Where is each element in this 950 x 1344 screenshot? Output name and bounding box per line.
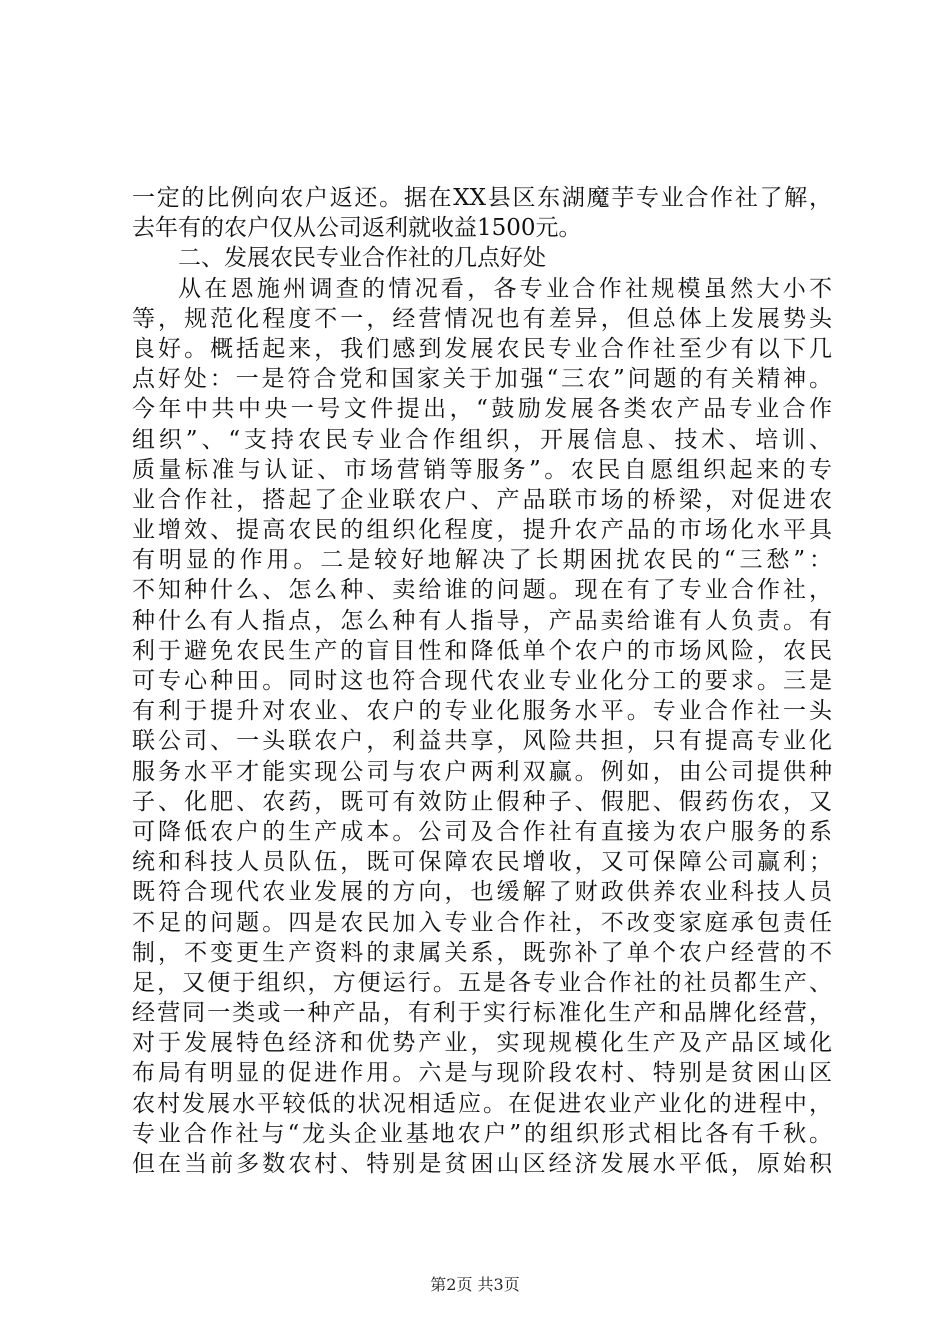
text-line: 有利于提升对农业、农户的专业化服务水平。专业合作社一头	[132, 698, 832, 725]
text-line: 对于发展特色经济和优势产业，实现规模化生产及产品区域化	[132, 1030, 832, 1057]
text-line: 不知种什么、怎么种、卖给谁的问题。现在有了专业合作社，	[132, 577, 832, 604]
text-line: 今年中共中央一号文件提出，“鼓励发展各类农产品专业合作	[132, 396, 832, 423]
text-line: 组织”、“支持农民专业合作组织，开展信息、技术、培训、	[132, 426, 832, 453]
text-line: 有明显的作用。二是较好地解决了长期困扰农民的“三愁”：	[132, 547, 832, 574]
text-line: 布局有明显的促进作用。六是与现阶段农村、特别是贫困山区	[132, 1060, 832, 1087]
text-line: 联公司、一头联农户，利益共享，风险共担，只有提高专业化	[132, 728, 832, 755]
text-line: 质量标准与认证、市场营销等服务”。农民自愿组织起来的专	[132, 456, 832, 483]
text-line: 不足的问题。四是农民加入专业合作社，不改变家庭承包责任	[132, 909, 832, 936]
text-line: 良好。概括起来，我们感到发展农民专业合作社至少有以下几	[132, 335, 832, 362]
text-line: 服务水平才能实现公司与农户两利双赢。例如，由公司提供种	[132, 758, 832, 785]
text-line: 业合作社，搭起了企业联农户、产品联市场的桥梁，对促进农	[132, 486, 832, 513]
text-line: 一定的比例向农户返还。据在XX县区东湖魔芋专业合作社了解，	[132, 185, 832, 211]
text-line: 利于避免农民生产的盲目性和降低单个农户的市场风险，农民	[132, 637, 832, 664]
text-line: 制，不变更生产资料的隶属关系，既弥补了单个农户经营的不	[132, 939, 832, 966]
text-line: 但在当前多数农村、特别是贫困山区经济发展水平低，原始积	[132, 1151, 832, 1177]
text-line: 去年有的农户仅从公司返利就收益1500元。	[132, 215, 582, 242]
text-line: 种什么有人指点，怎么种有人指导，产品卖给谁有人负责。有	[132, 607, 832, 634]
text-line: 业增效、提高农民的组织化程度，提升农产品的市场化水平具	[132, 517, 832, 544]
text-line: 点好处：一是符合党和国家关于加强“三农”问题的有关精神。	[132, 366, 832, 393]
text-line: 农村发展水平较低的状况相适应。在促进农业产业化的进程中，	[132, 1090, 832, 1117]
text-line: 等，规范化程度不一，经营情况也有差异，但总体上发展势头	[132, 305, 832, 332]
text-line: 子、化肥、农药，既可有效防止假种子、假肥、假药伤农，又	[132, 788, 832, 815]
text-line: 可专心种田。同时这也符合现代农业专业化分工的要求。三是	[132, 668, 832, 694]
text-line: 既符合现代农业发展的方向，也缓解了财政供养农业科技人员	[132, 879, 832, 906]
section-heading: 二、发展农民专业合作社的几点好处	[178, 245, 546, 272]
text-line: 专业合作社与“龙头企业基地农户”的组织形式相比各有千秋。	[132, 1120, 832, 1147]
text-line: 足，又便于组织，方便运行。五是各专业合作社的社员都生产、	[132, 969, 832, 996]
text-line: 统和科技人员队伍，既可保障农民增收，又可保障公司赢利；	[132, 849, 832, 876]
text-line: 可降低农户的生产成本。公司及合作社有直接为农户服务的系	[132, 818, 832, 845]
text-line: 经营同一类或一种产品，有利于实行标准化生产和品牌化经营，	[132, 1000, 832, 1027]
document-body	[132, 183, 832, 1179]
text-line: 从在恩施州调查的情况看，各专业合作社规模虽然大小不	[178, 275, 832, 302]
page-number-footer: 第2页 共3页	[430, 1275, 520, 1294]
